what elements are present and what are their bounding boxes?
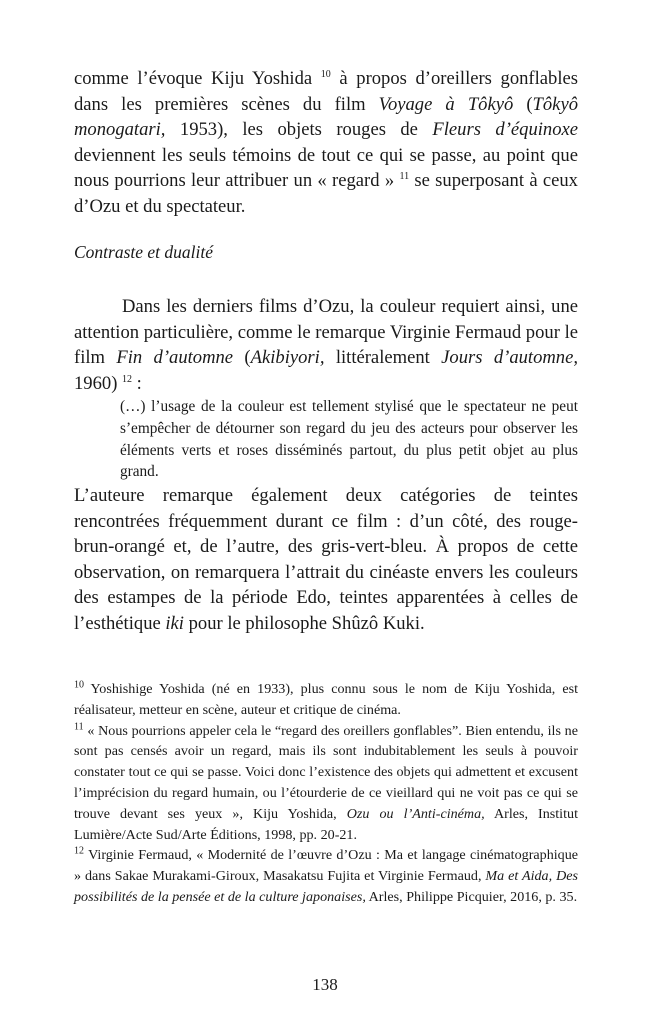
footnote-number: 12 xyxy=(74,845,84,857)
text: Dans les derniers films d’Ozu, la couleur requiert ainsi, une attention particulière, comme le remarque Virginie Fermaud pour le film xyxy=(74,296,578,368)
text: littéralement xyxy=(324,347,442,368)
film-title-japanese: Tôkyô monogatari, xyxy=(74,93,578,140)
block-quote: (…) l’usage de la couleur est tellement stylisé que le spectateur ne peut s’empêcher de détourner son regard du jeu des acteurs pour observer les éléments verts et roses disséminés partout, du plus petit objet au plus grand. xyxy=(120,398,578,481)
paragraph-2 xyxy=(74,294,578,396)
footnote-text: « Nous pourrions appeler cela le “regard des oreillers gonflables”. Bien entendu, ils ne sont pas censés avoir un regard, mais ils sont indubitablement les seuls à pouvoir constater tout ce qui se passe. Voici donc l’existence des objets qui admettent et excusent l’imprécision du regard humain, ou l’étourderie de ce vieillard qui ne voit pas ce qui se trouve devant ses yeux », Kiju Yoshida, xyxy=(74,722,578,822)
footnote-text: Virginie Fermaud, « Modernité de l’œuvre d’Ozu : Ma et langage cinématographique » dans Sakae Murakami-Giroux, Masakatsu Fujita et Virginie Fermaud, xyxy=(74,847,578,885)
section-heading: Contraste et dualité xyxy=(74,242,214,262)
footnote-ref-12[interactable]: 12 xyxy=(122,373,133,385)
film-title: Voyage à Tôkyô xyxy=(378,93,514,115)
text: 1953), les objets rouges de xyxy=(165,119,433,140)
text: 1960) xyxy=(74,372,123,394)
footnote-number: 11 xyxy=(74,720,84,732)
section-body xyxy=(74,294,578,636)
text: à propos d’oreillers gonflables dans les premières scènes du film xyxy=(74,68,578,115)
footnote-ref-11[interactable]: 11 xyxy=(399,170,410,182)
term: iki xyxy=(165,612,184,634)
text: : xyxy=(132,372,142,394)
footnote-10 xyxy=(74,679,578,721)
page-number: 138 xyxy=(312,975,338,994)
footnote-12 xyxy=(74,845,578,907)
film-title-japanese: Akibiyori, xyxy=(250,347,325,368)
text: deviennent les seuls témoins de tout ce qui se passe, au point que nous pourrions leur attribuer un « regard » xyxy=(74,144,578,191)
footnote-number: 10 xyxy=(74,679,84,691)
footnote-ref-10[interactable]: 10 xyxy=(320,68,331,80)
page-body xyxy=(74,66,579,634)
footnote-text: Arles, Institut Lumière/Acte Sud/Arte Éditions, 1998, pp. 20-21. xyxy=(74,805,578,843)
footnote-text: Yoshishige Yoshida (né en 1933), plus connu sous le nom de Kiju Yoshida, est réalisateur, metteur en scène, auteur et critique de cinéma. xyxy=(74,681,578,718)
film-title: Fin d’automne xyxy=(116,347,234,368)
footnotes xyxy=(74,679,578,908)
text: ( xyxy=(513,93,533,115)
book-title: Ozu ou l’Anti-cinéma, xyxy=(346,805,485,822)
text: comme l’évoque Kiju Yoshida xyxy=(74,68,321,89)
footnote-text: Arles, Philippe Picquier, 2016, p. 35. xyxy=(365,888,578,905)
film-title-literal: Jours d’automne, xyxy=(441,347,579,368)
text: se superposant à ceux d’Ozu et du spectateur. xyxy=(74,170,578,217)
book-title: Ma et Aida, Des possibilités de la pensée et de la culture japonaises, xyxy=(74,868,578,905)
film-title: Fleurs d’équinoxe xyxy=(432,119,579,140)
text: L’auteure remarque également deux catégories de teintes rencontrées fréquemment durant ce film : d’un côté, des rouge-brun-orangé et, de l’autre, des gris-vert-bleu. À propos de cette observation, on remarquera l’attrait du cinéaste envers les couleurs des estampes de la période Edo, teintes apparentées à celles de l’esthétique xyxy=(74,485,578,634)
paragraph-1 xyxy=(74,66,578,219)
paragraph-3 xyxy=(74,483,578,636)
footnote-11 xyxy=(74,721,578,846)
text: ( xyxy=(233,347,251,368)
text: pour le philosophe Shûzô Kuki. xyxy=(183,612,425,634)
